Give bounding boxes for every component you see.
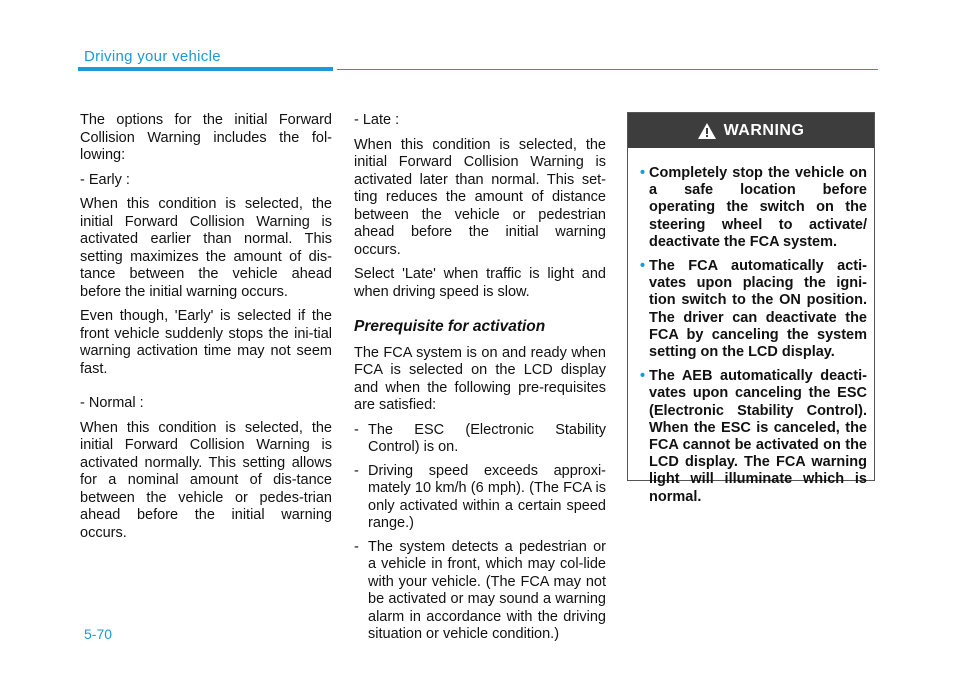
late-description: When this condition is selected, the initial Forward Collision Warning is activated later than normal. This set-ting reduces the amount of distance between the vehicle or pedestrian ahead before the initial warning occurs. <box>354 136 606 258</box>
early-note: Even though, 'Early' is selected if the front vehicle suddenly stops the ini-tial warning activation time may not seem fast. <box>80 308 332 377</box>
late-label: - Late : <box>354 112 400 128</box>
warning-box <box>627 112 875 505</box>
warning-item: • Completely stop the vehicle on a safe location before operating the switch on the steering wheel to activate/ deactivate the FCA system. <box>640 165 867 250</box>
warning-item: • The FCA automatically acti-vates upon placing the igni-tion switch to the ON position. The driver can deactivate the FCA by canceling the system setting on the LCD display. <box>640 258 867 361</box>
section-title: Driving your vehicle <box>84 48 221 65</box>
early-description: When this condition is selected, the initial Forward Collision Warning is activated earlier than normal. This setting maximizes the amount of dis-tance between the vehicle ahead before the initial warning occurs. <box>80 196 332 300</box>
column-left <box>80 112 332 549</box>
column-middle <box>354 112 606 650</box>
early-label: - Early : <box>80 171 130 188</box>
warning-header <box>628 113 874 148</box>
normal-description: When this condition is selected, the initial Forward Collision Warning is activated normally. This setting allows for a nominal amount of dis-tance between the vehicle or pedes-trian ahead before the initial warning occurs. <box>80 419 332 541</box>
list-item: - Driving speed exceeds approxi-mately 10 km/h (6 mph). (The FCA is only activated within a certain speed range.) <box>354 462 606 531</box>
warning-item: • The AEB automatically deacti-vates upon canceling the ESC (Electronic Stability Control). When the ESC is canceled, the FCA cannot be activated on the LCD display. The FCA warning light will illuminate which is normal. <box>640 368 867 505</box>
page-number: 5-70 <box>84 626 113 642</box>
header-rule-thick <box>78 67 333 71</box>
late-note: Select 'Late' when traffic is light and when driving speed is slow. <box>354 266 606 300</box>
warning-title: WARNING <box>723 121 805 139</box>
warning-list <box>628 148 874 506</box>
normal-label: - Normal : <box>80 395 144 411</box>
prerequisite-heading: Prerequisite for activation <box>354 318 546 335</box>
header-rule-thin <box>337 69 878 70</box>
list-item: - The ESC (Electronic Stability Control) is on. <box>354 421 606 455</box>
warning-triangle-icon <box>698 123 716 139</box>
list-item: - The system detects a pedestrian or a vehicle in front, which may col-lide with your vehicle. (The FCA may not be activated or may sound a warning alarm in accordance with the driving situation or vehicle condition.) <box>354 538 606 642</box>
intro-paragraph: The options for the initial Forward Collision Warning includes the fol-lowing: <box>80 112 332 163</box>
prerequisite-list <box>354 422 606 644</box>
prerequisite-intro: The FCA system is on and ready when FCA is selected on the LCD display and when the following pre-requisites are satisfied: <box>354 344 606 413</box>
